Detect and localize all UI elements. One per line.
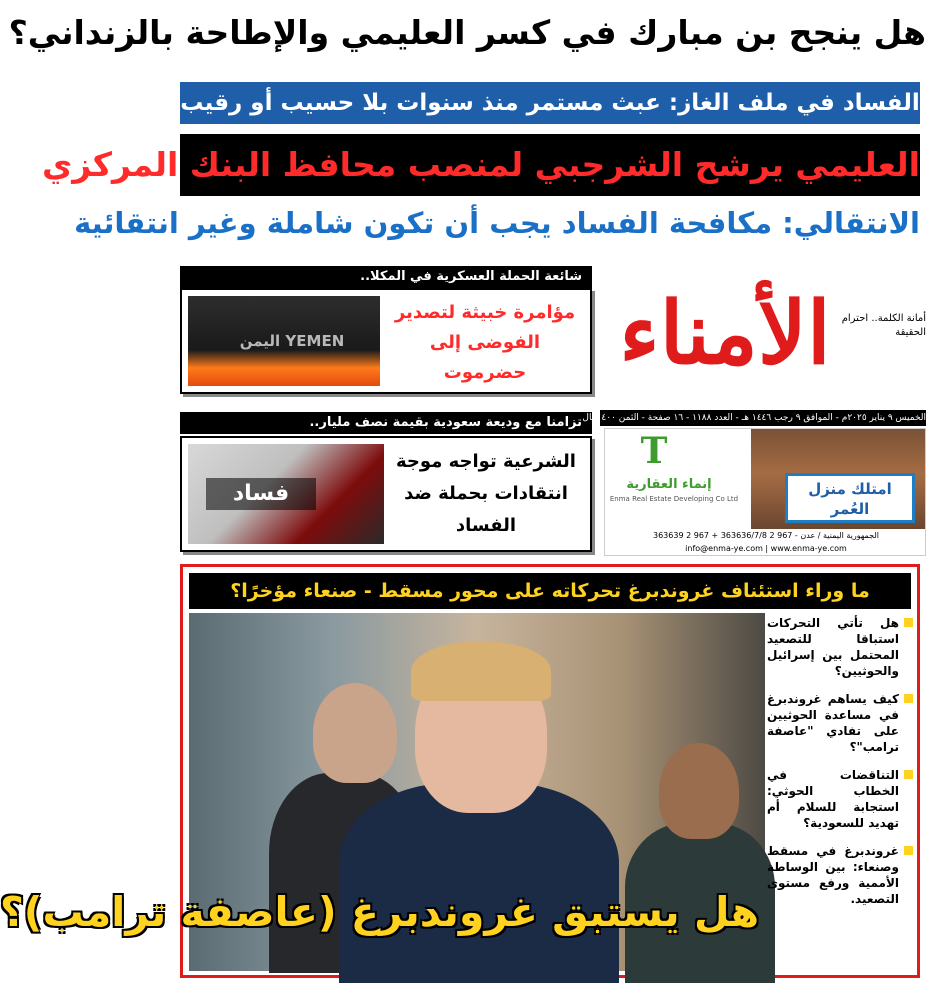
person-right-head — [659, 743, 739, 839]
story2-image — [188, 444, 384, 544]
ad-brand-en: Enma Real Estate Developing Co Ltd — [609, 495, 739, 503]
person-center-hair — [411, 641, 551, 701]
bullet-icon — [904, 770, 913, 779]
point-text: غروندبرغ في مسقط وصنعاء: بين الوساطة الأممية ورفع مستوى التصعيد. — [767, 844, 899, 906]
story1-card[interactable] — [180, 288, 592, 394]
feature-point — [767, 843, 913, 907]
ad-web[interactable]: info@enma-ye.com | www.enma-ye.com — [685, 544, 847, 553]
bullet-icon — [904, 846, 913, 855]
feature-point — [767, 615, 913, 679]
transitional-council-headline[interactable]: الانتقالي: مكافحة الفساد يجب أن تكون شاملة وغير انتقائية — [74, 206, 920, 240]
ad-slogan: امتلك منزل العُمر — [785, 473, 915, 523]
gas-corruption-banner[interactable]: الفساد في ملف الغاز: عبث مستمر منذ سنوات بلا حسيب أو رقيب — [180, 82, 920, 124]
real-estate-ad[interactable] — [604, 428, 926, 556]
feature-point — [767, 767, 913, 831]
point-text: التناقضات في الخطاب الحوثي: استجابة للسلام أم تهديد للسعودية؟ — [767, 768, 899, 830]
ad-brand: إنماء العقارية — [626, 477, 712, 492]
point-text: هل تأتي التحركات استباقا للتصعيد المحتمل بين إسرائيل والحوثيين؟ — [767, 616, 899, 678]
newspaper-slogan: أمانة الكلمة.. احترام الحقيقة — [841, 313, 926, 338]
yemen-channel-logo: اليمن YEMEN — [239, 332, 345, 350]
story2-card[interactable] — [180, 436, 592, 552]
story1-headline[interactable]: مؤامرة خبيثة لتصدير الفوضى إلى حضرموت — [394, 302, 576, 383]
story1-label: شائعة الحملة العسكرية في المكلا.. — [180, 266, 592, 288]
feature-banner: ما وراء استئناف غروندبرغ تحركاته على محور مسقط - صنعاء مؤخرًا؟ — [189, 573, 911, 609]
feature-headline[interactable]: هل يستبق غروندبرغ (عاصفة ترامب)؟ — [0, 888, 759, 936]
bullet-icon — [904, 618, 913, 627]
issue-info: الخميس ٩ يناير ٢٠٢٥م - الموافق ٩ رجب ١٤٤٦ هـ - العدد ١١٨٨ - ١٦ صفحة - الثمن ٤٠٠ ريال — [600, 410, 926, 426]
point-text: كيف يساهم غروندبرغ في مساعدة الحوثيين على تفادي "عاصفة ترامب"؟ — [767, 692, 899, 754]
story2-label: تزامنا مع وديعة سعودية بقيمة نصف مليار.. — [180, 412, 592, 434]
story2-headline[interactable]: الشرعية تواجه موجة انتقادات بحملة ضد الفساد — [396, 451, 576, 536]
newspaper-logo[interactable]: الأمناء — [619, 283, 831, 384]
story1-image — [188, 296, 380, 386]
brand-mark-icon: T — [640, 430, 668, 472]
corruption-word: فساد — [206, 478, 316, 510]
central-bank-banner[interactable]: العليمي يرشح الشرجبي لمنصب محافظ البنك المركزي — [180, 134, 920, 196]
top-headline[interactable]: هل ينجح بن مبارك في كسر العليمي والإطاحة بالزنداني؟ — [8, 13, 926, 52]
masthead — [600, 268, 926, 408]
feature-point — [767, 691, 913, 755]
ad-phones: الجمهورية اليمنية / عدن - 967 2 363636/7/8 + 967 2 363639 — [653, 531, 879, 540]
feature-points — [767, 615, 913, 915]
person-left-head — [313, 683, 397, 783]
bullet-icon — [904, 694, 913, 703]
main-feature[interactable] — [0, 564, 920, 978]
